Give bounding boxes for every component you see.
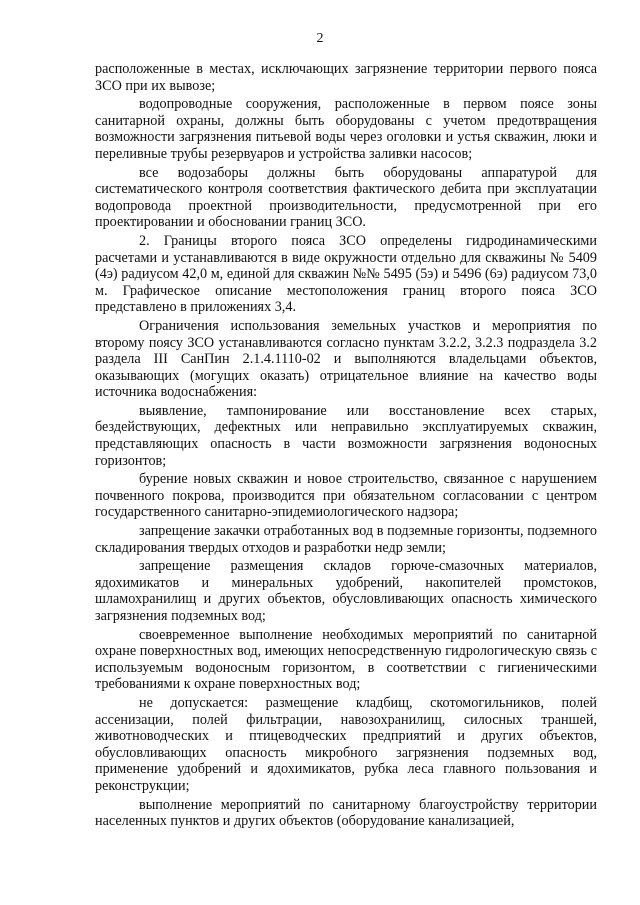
paragraph: 2. Границы второго пояса ЗСО определены гидродинамическими расчетами и устанавливаются в виде окружности отдельно для скважины № 5409 (4э) радиусом 42,0 м, единой для скважин №№ 5495 (5э) и 5496 (6э) радиусом 73,0 м. Графическое описание местоположения границ второго пояса ЗСО представлено в приложениях 3,4.	[95, 232, 597, 316]
paragraph: все водозаборы должны быть оборудованы аппаратурой для систематического контроля соответствия фактического дебита при эксплуатации водопровода проектной производительности, предусмотренной при его проектировании и обосновании границ ЗСО.	[95, 164, 597, 231]
paragraph: Ограничения использования земельных участков и мероприятия по второму поясу ЗСО устанавливаются согласно пунктам 3.2.2, 3.2.3 подраздела 3.2 раздела III СанПин 2.1.4.1110-02 и выполняются владельцами объектов, оказывающих (могущих оказать) отрицательное влияние на качество воды источника водоснабжения:	[95, 317, 597, 401]
paragraph: бурение новых скважин и новое строительство, связанное с нарушением почвенного покрова, производится при обязательном согласовании с центром государственного санитарно-эпидемиологического надзора;	[95, 471, 597, 521]
paragraph: запрещение размещения складов горюче-смазочных материалов, ядохимикатов и минеральных удобрений, накопителей промстоков, шламохранилищ и других объектов, обусловливающих опасность химического загрязнения подземных вод;	[95, 558, 597, 624]
paragraph: выявление, тампонирование или восстановление всех старых, бездействующих, дефектных или неправильно эксплуатируемых скважин, представляющих опасность в части возможности загрязнения водоносных горизонтов;	[95, 402, 597, 469]
paragraph: запрещение закачки отработанных вод в подземные горизонты, подземного складирования твердых отходов и разработки недр земли;	[95, 523, 597, 556]
paragraph: не допускается: размещение кладбищ, скотомогильников, полей ассенизации, полей фильтрации, навозохранилищ, силосных траншей, животноводческих и птицеводческих предприятий и других объектов, обусловливающих опасность микробного загрязнения подземных вод, применение удобрений и ядохимикатов, рубка леса главного пользования и реконструкции;	[95, 694, 597, 794]
paragraph: водопроводные сооружения, расположенные в первом поясе зоны санитарной охраны, должны быть оборудованы с учетом предотвращения возможности загрязнения питьевой воды через оголовки и устья скважин, люки и переливные трубы резервуаров и устройства заливки насосов;	[95, 96, 597, 162]
document-body	[95, 61, 597, 832]
paragraph: своевременное выполнение необходимых мероприятий по санитарной охране поверхностных вод, имеющих непосредственную гидрологическую связь с используемым водоносным горизонтом, в соответствии с гигиеническими требованиями к охране поверхностных вод;	[95, 626, 597, 693]
paragraph: расположенные в местах, исключающих загрязнение территории первого пояса ЗСО при их вывозе;	[95, 61, 597, 94]
page-number: 2	[316, 31, 324, 46]
paragraph: выполнение мероприятий по санитарному благоустройству территории населенных пунктов и других объектов (оборудование канализацией,	[95, 796, 597, 830]
